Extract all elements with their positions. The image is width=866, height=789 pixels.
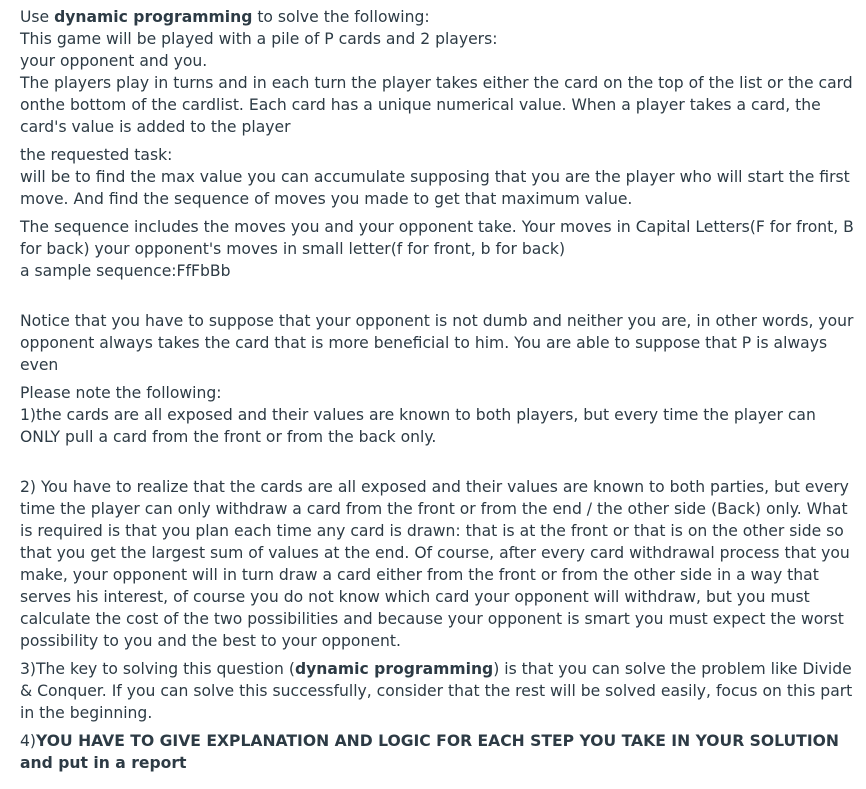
- intro-line-4: The players play in turns and in each turn the player takes either the card on the top of the list or the card onthe bottom of the cardlist. Each card has a unique numerical value. When a player takes a card, the card's value is added to the player: [20, 74, 853, 136]
- sample-sequence: a sample sequence:FfFbBb: [20, 262, 231, 280]
- note-item-4-bold: YOU HAVE TO GIVE EXPLANATION AND LOGIC FOR EACH STEP YOU TAKE IN YOUR SOLUTION and put in a report: [20, 732, 839, 772]
- notes-heading: Please note the following:: [20, 384, 222, 402]
- note-item-3-bold: dynamic programming: [294, 660, 494, 678]
- intro-line-2: This game will be played with a pile of P cards and 2 players:: [20, 30, 498, 48]
- sequence-text: The sequence includes the moves you and your opponent take. Your moves in Capital Letters(F for front, B for back) your opponent's moves in small letter(f for front, b for back): [20, 218, 854, 258]
- task-text: will be to find the max value you can accumulate supposing that you are the player who will start the first move. And find the sequence of moves you made to get that maximum value.: [20, 168, 850, 208]
- task-heading: the requested task:: [20, 146, 173, 164]
- intro-bold-term: dynamic programming: [54, 8, 253, 26]
- notice-text: Notice that you have to suppose that your opponent is not dumb and neither you are, in other words, your opponent always takes the card that is more beneficial to him. You are able to suppose that P is always even: [20, 312, 854, 374]
- note-item-4: 4)YOU HAVE TO GIVE EXPLANATION AND LOGIC FOR EACH STEP YOU TAKE IN YOUR SOLUTION and put in a report: [20, 732, 839, 772]
- note-item-2: 2) You have to realize that the cards are all exposed and their values are known to both parties, but every time the player can only withdraw a card from the front or from the end / the other side (Back) only. What is required is that you plan each time any card is drawn: that is at the front or that is on the other side so that you get the largest sum of values at the end. Of course, after every card withdrawal process that you make, your opponent will in turn draw a card either from the front or from the other side in a way that serves his interest, of course you do not know which card your opponent will withdraw, but you must calculate the cost of the two possibilities and because your opponent is smart you must expect the worst possibility to you and the best to your opponent.: [20, 478, 850, 650]
- note-item-3: 3)The key to solving this question (dynamic programming) is that you can solve the problem like Divide & Conquer. If you can solve this successfully, consider that the rest will be solved easily, focus on this part in the beginning.: [20, 660, 853, 722]
- intro-line-3: your opponent and you.: [20, 52, 208, 70]
- intro-line-1: Use dynamic programming to solve the following:: [20, 8, 430, 26]
- note-item-1: 1)the cards are all exposed and their values are known to both players, but every time the player can ONLY pull a card from the front or from the back only.: [20, 406, 816, 446]
